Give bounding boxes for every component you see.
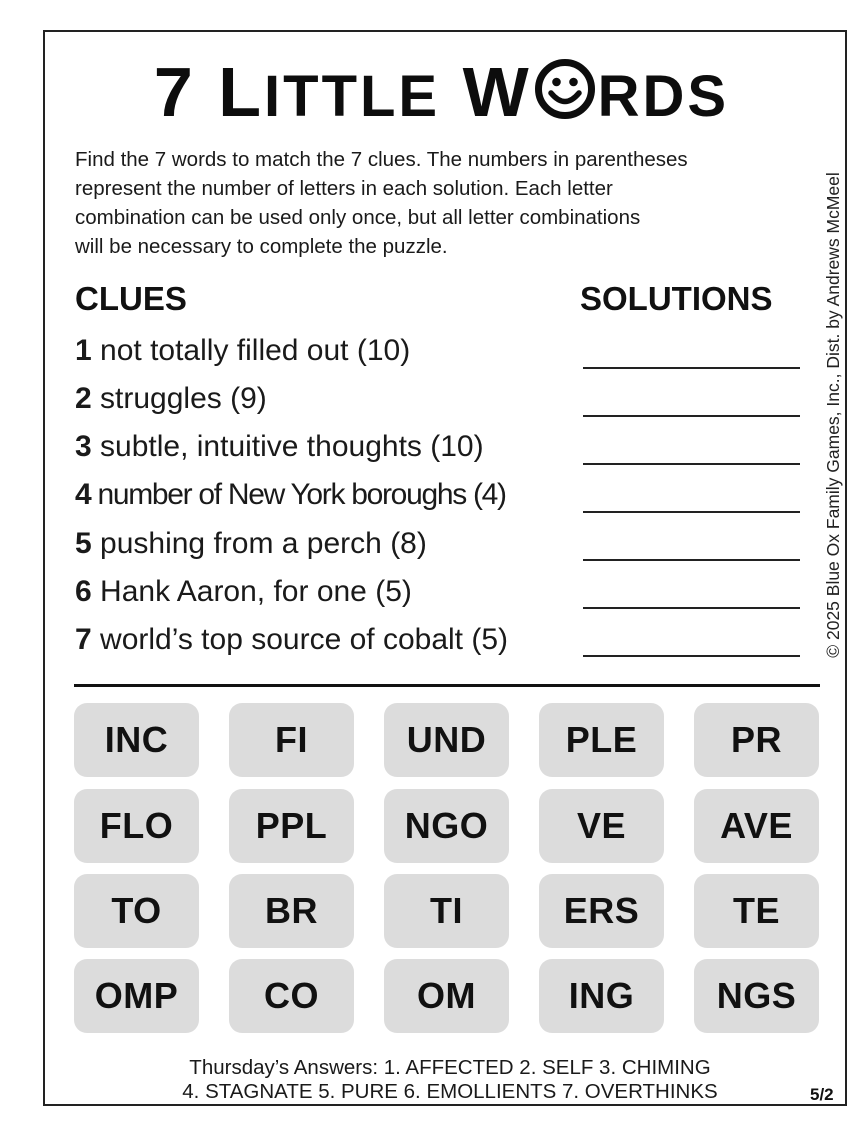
title-word-little: LITTLE bbox=[218, 53, 441, 131]
letter-tile[interactable]: ING bbox=[539, 959, 664, 1033]
clue-5: 5 pushing from a perch (8) bbox=[75, 527, 427, 560]
clue-4: 4 number of New York boroughs (4) bbox=[75, 478, 506, 511]
instructions-line: will be necessary to complete the puzzle. bbox=[75, 235, 448, 258]
title-word-words: W RDS bbox=[462, 53, 730, 131]
letter-tile[interactable]: INC bbox=[74, 703, 199, 777]
copyright-notice: © 2025 Blue Ox Family Games, Inc., Dist. by Andrews McMeel bbox=[823, 172, 843, 658]
solution-blank-6[interactable] bbox=[583, 607, 800, 609]
letter-tile[interactable]: FI bbox=[229, 703, 354, 777]
letter-tile[interactable]: BR bbox=[229, 874, 354, 948]
solution-blank-5[interactable] bbox=[583, 559, 800, 561]
letter-tile[interactable]: PR bbox=[694, 703, 819, 777]
previous-answers-line-2: 4. STAGNATE 5. PURE 6. EMOLLIENTS 7. OVERTHINKS bbox=[182, 1080, 718, 1103]
instructions bbox=[75, 145, 825, 261]
instructions-line: combination can be used only once, but all letter combinations bbox=[75, 206, 641, 229]
previous-answers-line-1: Thursday’s Answers: 1. AFFECTED 2. SELF 3. CHIMING bbox=[189, 1056, 711, 1079]
divider-rule bbox=[74, 684, 820, 687]
clue-1: 1 not totally filled out (10) bbox=[75, 334, 411, 367]
clue-2: 2 struggles (9) bbox=[75, 382, 267, 415]
letter-tile[interactable]: ERS bbox=[539, 874, 664, 948]
instructions-line: represent the number of letters in each solution. Each letter bbox=[75, 177, 613, 200]
letter-tile[interactable]: TI bbox=[384, 874, 509, 948]
smiley-face-icon bbox=[534, 58, 596, 120]
letter-tile[interactable]: OMP bbox=[74, 959, 199, 1033]
puzzle-title bbox=[0, 52, 855, 137]
solution-blank-1[interactable] bbox=[583, 367, 800, 369]
solutions-header: SOLUTIONS bbox=[580, 280, 773, 317]
letter-tile[interactable]: OM bbox=[384, 959, 509, 1033]
letter-tile[interactable]: NGO bbox=[384, 789, 509, 863]
clue-6: 6 Hank Aaron, for one (5) bbox=[75, 575, 412, 608]
clue-3: 3 subtle, intuitive thoughts (10) bbox=[75, 430, 484, 463]
solution-blank-3[interactable] bbox=[583, 463, 800, 465]
solution-blank-4[interactable] bbox=[583, 511, 800, 513]
title-number: 7 bbox=[153, 53, 196, 131]
letter-tile[interactable]: PPL bbox=[229, 789, 354, 863]
clue-7: 7 world’s top source of cobalt (5) bbox=[75, 623, 509, 656]
letter-tile[interactable]: CO bbox=[229, 959, 354, 1033]
instructions-line: Find the 7 words to match the 7 clues. The numbers in parentheses bbox=[75, 148, 688, 171]
clues-header: CLUES bbox=[75, 280, 187, 317]
letter-tile[interactable]: TE bbox=[694, 874, 819, 948]
solution-blank-7[interactable] bbox=[583, 655, 800, 657]
letter-tile[interactable]: TO bbox=[74, 874, 199, 948]
letter-tile[interactable]: AVE bbox=[694, 789, 819, 863]
letter-tile[interactable]: FLO bbox=[74, 789, 199, 863]
letter-tile[interactable]: NGS bbox=[694, 959, 819, 1033]
letter-tile[interactable]: PLE bbox=[539, 703, 664, 777]
solution-blank-2[interactable] bbox=[583, 415, 800, 417]
puzzle-date: 5/2 bbox=[810, 1085, 834, 1104]
letter-tile[interactable]: VE bbox=[539, 789, 664, 863]
letter-tile[interactable]: UND bbox=[384, 703, 509, 777]
